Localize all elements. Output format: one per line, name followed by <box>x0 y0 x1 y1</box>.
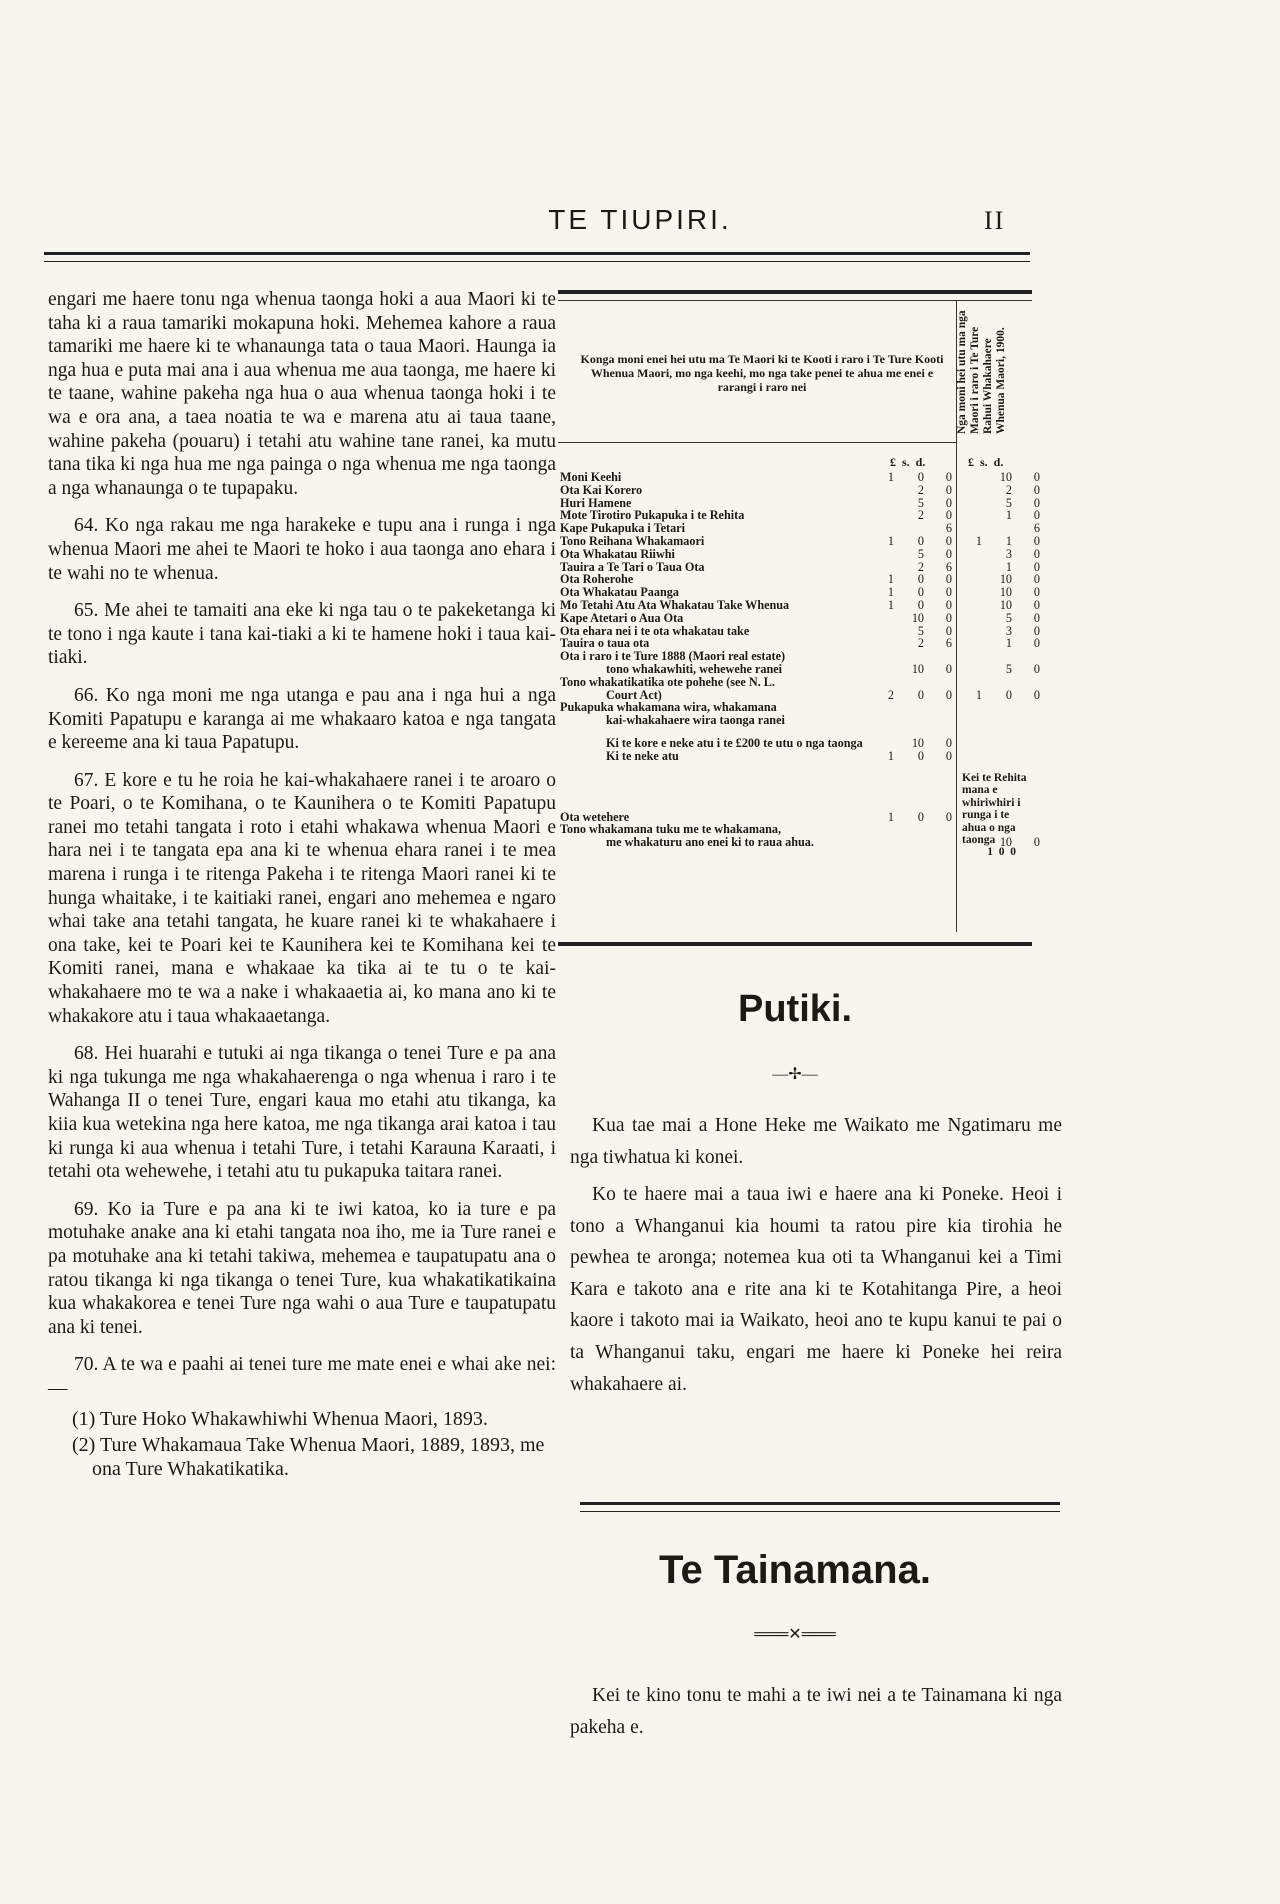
amount-cell: 2 <box>917 482 924 497</box>
row-label: me whakaturu ano enei ki to raua ahua. <box>606 835 814 850</box>
amount-cell: 0 <box>945 470 952 484</box>
amount-cell: 1 <box>887 470 894 484</box>
amount-cell: 10 <box>999 572 1012 587</box>
amount-cell: 0 <box>1033 585 1040 600</box>
amount-cell: 0 <box>1033 482 1040 497</box>
amount-cell: 1 <box>1005 533 1012 548</box>
amount-cell: 1 <box>1005 559 1012 574</box>
side-note: Kei te Rehita mana e whiriwhiri i runga i te ahua o nga taonga 1 0 0 <box>962 772 1027 859</box>
row-label: Ota wetehere <box>560 809 630 824</box>
amount-cell: 0 <box>945 623 952 638</box>
amount-cell: 0 <box>1033 546 1040 561</box>
amount-cell: 0 <box>945 748 952 763</box>
section-title-putiki: Putiki. <box>737 988 853 1030</box>
amount-cell: 10 <box>999 470 1012 484</box>
row-label: Tono whakamana tuku me te whakamana, <box>560 822 782 837</box>
amount-cell: 1 <box>1005 508 1012 523</box>
amount-cell: 0 <box>917 533 924 548</box>
amount-cell: 1 <box>887 533 894 548</box>
amount-cell: 0 <box>917 687 924 702</box>
paragraph: 67. E kore e tu he roia he kai-whakahaere ranei i te aroaro o te Poari, o te Komihana, o te Kaunihera o te Komiti Papatupu ranei mo tetahi tangata i roto i etahi whakawa whenua Maori e hara nei i te tangata epa ana ki te whenua ehara ranei i te mea marena i runga i te ritenga Pakeha i te ritenga Maori ranei ki te hunga whaitake, i te kaitiaki ranei, engari ano mehemea e ngaro whai take ana tetahi tangata, he kuare ranei ki te whakahaere i ona take, kei te Poari kei te Kaunihera kei te Komihana kei te Komiti ranei, mana e whakaae ka tika ai te tu o te kai-whakahaere mo te wa a nake i whakaaetia ai, ko mana ano ki te whakakore atu i taua whakaaetanga. <box>48 769 556 1027</box>
row-label: Ota Whakatau Paanga <box>560 585 679 600</box>
row-label: Court Act) <box>606 687 662 702</box>
paragraph: 68. Hei huarahi e tutuki ai nga tikanga o tenei Ture e pa ana ki nga tukunga me nga whakahaerenga o nga whenua i raro i te Wahanga II o tenei Ture, engari kaua mo etahi atu tikanga, ka kiia kua wetekina nga here katoa, me nga tikanga arai katoa i tau ki runga ki aua whenua i tetahi Ture, i tetahi Karauna Karaati, i tetahi ota wehewehe, i tetahi atu tu pukapuka taitara ranei. <box>48 1043 556 1183</box>
paragraph: 65. Me ahei te tamaiti ana eke ki nga tau o te pakeketanga ki te tono i nga kaute i tana kai-tiaki a ki te hamene hoki i taua kai-tiaki. <box>48 600 556 669</box>
row-label: tono whakawhiti, wehewehe ranei <box>606 661 783 676</box>
page-number: II <box>984 206 1006 235</box>
amount-cell: 3 <box>1005 623 1012 638</box>
row-label: Ota Kai Korero <box>560 482 643 497</box>
amount-cell: 0 <box>945 610 952 625</box>
amount-cell: 0 <box>1033 559 1040 574</box>
amount-cell: 6 <box>945 559 952 574</box>
amount-cell: 3 <box>1005 546 1012 561</box>
row-label: Ota Roherohe <box>560 572 634 587</box>
amount-cell: 0 <box>945 809 952 824</box>
section-title-tainamana: Te Tainamana. <box>659 1548 931 1592</box>
amount-cell: 2 <box>917 636 924 651</box>
row-label: Tauira o taua ota <box>560 636 650 651</box>
putiki-article <box>570 1110 1062 1406</box>
amount-cell: 1 <box>887 585 894 600</box>
amount-cell: 0 <box>1033 495 1040 510</box>
row-label: Ki te kore e neke atu i te £200 te utu o nga taonga <box>606 735 863 750</box>
amount-cell: 10 <box>911 661 924 676</box>
table-row <box>560 533 1040 548</box>
amount-cell: 0 <box>917 470 924 484</box>
page-title: TE TIUPIRI. <box>548 204 732 235</box>
amount-cell: 5 <box>917 623 924 638</box>
row-label: Ki te neke atu <box>606 748 679 763</box>
row-label: Huri Hamene <box>560 495 632 510</box>
amount-cell: 1 <box>887 748 894 763</box>
table-row <box>560 676 1030 689</box>
row-label: Kape Atetari o Aua Ota <box>560 610 684 625</box>
table-row <box>560 470 1040 484</box>
amount-cell: 0 <box>945 597 952 612</box>
amount-cell: 1 <box>887 572 894 587</box>
paragraph: Kua tae mai a Hone Heke me Waikato me Ngatimaru me nga tiwhatua ki konei. <box>570 1115 1062 1168</box>
amount-cell: 5 <box>1005 495 1012 510</box>
amount-cell: 0 <box>1033 636 1040 651</box>
ornament: —✢— <box>772 1066 818 1083</box>
table-row <box>560 482 1040 497</box>
amount-cell: 6 <box>1033 521 1040 536</box>
amount-cell: 0 <box>945 661 952 676</box>
amount-cell: 5 <box>1005 610 1012 625</box>
currency-header-2: £ s. d. <box>968 455 1004 469</box>
amount-cell: 0 <box>1033 661 1040 676</box>
row-label: Tono whakatikatika ote pohehe (see N. L. <box>560 674 775 689</box>
amount-cell: 1 <box>887 597 894 612</box>
row-label: Ota Whakatau Riiwhi <box>560 546 675 561</box>
amount-cell: 10 <box>999 835 1012 850</box>
amount-cell: 0 <box>945 572 952 587</box>
amount-cell: 0 <box>945 585 952 600</box>
amount-cell: 0 <box>1033 597 1040 612</box>
amount-cell: 0 <box>1033 835 1040 850</box>
amount-cell: 1 <box>975 533 982 548</box>
row-label: Tono Reihana Whakamaori <box>560 533 705 548</box>
table-row <box>560 597 1040 612</box>
paragraph: 64. Ko nga rakau me nga harakeke e tupu ana i runga i nga whenua Maori me ahei te Maori te hoko i aua taonga ano ehara i te wahi no te whenua. <box>48 515 556 584</box>
amount-cell: 1 <box>887 809 894 824</box>
tainamana-article <box>570 1680 1062 1749</box>
amount-cell: 0 <box>1033 508 1040 523</box>
amount-cell: 5 <box>917 495 924 510</box>
fee-table-header-vertical: Nga moni hei utu ma nga Maori i raro i Te Ture Rahui Whakahaere Whenua Maori, 1900. <box>956 310 1008 434</box>
amount-cell: 0 <box>1033 687 1040 702</box>
list-item: (1) Ture Hoko Whakawhiwhi Whenua Maori, 1893. <box>72 1407 488 1430</box>
amount-cell: 10 <box>911 735 924 750</box>
amount-cell: 5 <box>917 546 924 561</box>
table-row <box>560 750 1030 763</box>
amount-cell: 0 <box>1033 470 1040 484</box>
amount-cell: 1 <box>1005 636 1012 651</box>
table-row <box>560 835 1040 850</box>
amount-cell: 6 <box>945 636 952 651</box>
amount-cell: 2 <box>1005 482 1012 497</box>
amount-cell: 0 <box>945 482 952 497</box>
left-column <box>48 288 556 1483</box>
amount-cell: 0 <box>1033 572 1040 587</box>
amount-cell: 6 <box>945 521 952 536</box>
row-label: Kape Pukapuka i Tetari <box>560 521 685 536</box>
amount-cell: 0 <box>1033 610 1040 625</box>
row-label: Mo Tetahi Atu Ata Whakatau Take Whenua <box>560 597 790 612</box>
amount-cell: 0 <box>1033 533 1040 548</box>
section-rule <box>580 1502 1060 1512</box>
amount-cell: 0 <box>945 687 952 702</box>
fee-table <box>558 290 1040 946</box>
amount-cell: 0 <box>945 533 952 548</box>
table-row <box>560 661 1040 676</box>
amount-cell: 10 <box>911 610 924 625</box>
amount-cell: 0 <box>1033 623 1040 638</box>
paragraph: 66. Ko nga moni me nga utanga e pau ana i nga hui a nga Komiti Papatupu e karanga ai me whakaaro katoa e nga tangata e kereeme ana ki taua Papatupu. <box>48 684 556 754</box>
amount-cell: 0 <box>917 585 924 600</box>
amount-cell: 0 <box>917 572 924 587</box>
amount-cell: 10 <box>999 585 1012 600</box>
amount-cell: 10 <box>999 597 1012 612</box>
table-row <box>560 610 1040 625</box>
amount-cell: 0 <box>945 495 952 510</box>
table-row <box>560 737 1030 750</box>
amount-cell: 0 <box>1005 687 1012 702</box>
amount-cell: 2 <box>917 559 924 574</box>
paragraph: 69. Ko ia Ture e pa ana ki te iwi katoa, ko ia ture e pa motuhake anake ana ki etahi tangata noa iho, me ia Ture ranei e pa motuhake ana ki tetahi takiwa, mehemea e taupatupatu ana o ratou tikanga ki nga tikanga o tenei Ture, kua whakatikatikaina kua whakakorea e tenei Ture nga wahi o aua Ture e taupatupatu ana ki tenei. <box>48 1198 556 1338</box>
row-label: Pukapuka whakamana wira, whakamana <box>560 700 777 715</box>
row-label: Moni Keehi <box>560 470 622 484</box>
row-label: Ota ehara nei i te ota whakatau take <box>560 623 750 638</box>
row-label: Ota i raro i te Ture 1888 (Maori real estate) <box>560 649 786 664</box>
fee-rows <box>560 470 1040 850</box>
currency-header: £ s. d. <box>890 455 926 469</box>
fee-table-header: Konga moni enei hei utu ma Te Maori ki te Kooti i raro i Te Ture Kooti Whenua Maori, mo nga keehi, mo nga take penei te ahua me enei e rarangi i raro nei <box>580 352 944 395</box>
amount-cell: 1 <box>975 687 982 702</box>
amount-cell: 2 <box>887 687 894 702</box>
header-rule <box>44 252 1030 262</box>
row-label: Mote Tirotiro Pukapuka i te Rehita <box>560 508 745 523</box>
amount-cell: 0 <box>945 508 952 523</box>
amount-cell: 0 <box>917 597 924 612</box>
amount-cell: 0 <box>945 735 952 750</box>
amount-cell: 0 <box>945 546 952 561</box>
ornament: ═══✕═══ <box>754 1626 836 1643</box>
amount-cell: 2 <box>917 508 924 523</box>
repealed-acts-list <box>48 1407 556 1482</box>
paragraph: Ko te haere mai a taua iwi e haere ana ki Poneke. Heoi i tono a Whanganui kia houmi ta ratou pire kia tirohia he pewhea te aronga; notemea kua oti ta Whanganui kei a Timi Kara e takoto ana e rite ana ki te Kotahitanga Pire, a heoi kaore i takoto mai ia Waikato, heoi ano te kupu kanui te pai o ta Whanganui taku, engari me haere ki Poneke hei reira whakahaere ai. <box>570 1184 1062 1395</box>
paragraph: Kei te kino tonu te mahi a te iwi nei a te Tainamana ki nga pakeha e. <box>570 1685 1062 1738</box>
amount-cell: 5 <box>1005 661 1012 676</box>
row-label: kai-whakahaere wira taonga ranei <box>606 713 785 728</box>
paragraph: engari me haere tonu nga whenua taonga hoki a aua Maori ki te taha ki a raua tamariki mokapuna hoki. Mehemea kahore a raua tamariki me haere ki te whanaunga tata o taua Maori. Haunga ia nga hua e puta mai ana i aua whenua me aua taonga, me haere ki te taane, wahine pakeha nga hua o aua whenua taonga hoki i te wa e ora ana, a taea noatia te wa e marena atu ai taua taane, wahine pakeha (pouaru) i tetahi atu wahine tane ranei, ka mutu tana tika ki nga hua me nga painga o nga whenua me nga taonga a nga whanaunga o te tupapaku. <box>48 289 556 499</box>
paragraph: 70. A te wa e paahi ai tenei ture me mate enei e whai ake nei:— <box>48 1354 556 1399</box>
list-item: (2) Ture Whakamaua Take Whenua Maori, 1889, 1893, me ona Ture Whakatikatika. <box>72 1433 545 1480</box>
table-row <box>560 546 1040 561</box>
row-label: Tauira a Te Tari o Taua Ota <box>560 559 705 574</box>
amount-cell: 0 <box>917 748 924 763</box>
amount-cell: 0 <box>917 809 924 824</box>
table-row <box>560 714 1030 727</box>
